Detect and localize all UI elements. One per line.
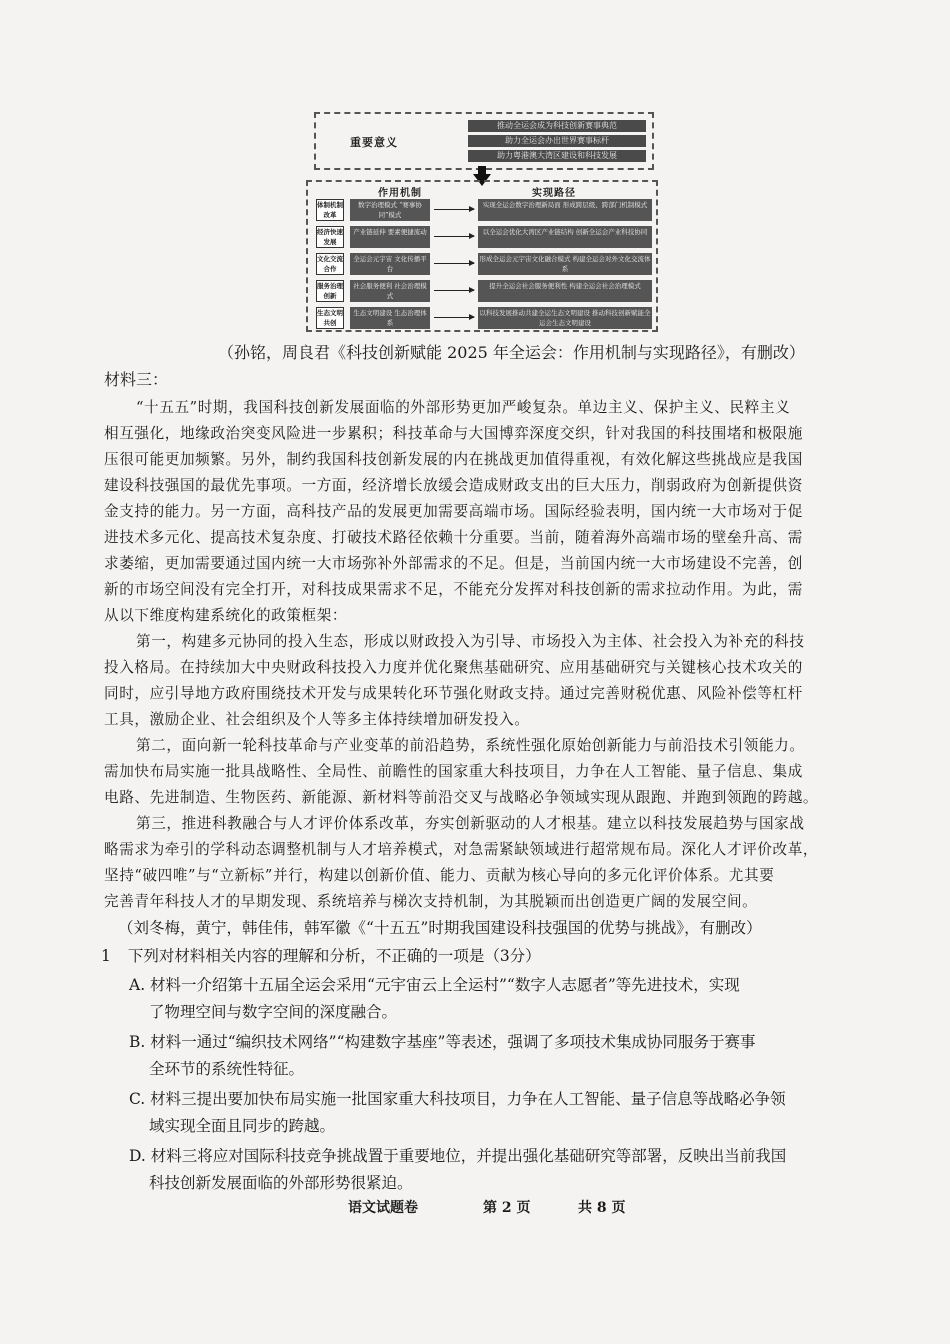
- paragraph-line: 相互强化，地缘政治突变风险进一步累积；科技革命与大国博弈深度交织，针对我国的科技围堵和极限施: [104, 425, 803, 442]
- option-d: D. 材料三将应对国际科技竞争挑战置于重要地位，并提出强化基础研究等部署，反映出当前我国: [129, 1147, 787, 1165]
- paragraph-line: 投入格局。在持续加大中央财政科技投入力度并优化聚焦基础研究、应用基础研究与关键核心技术攻关的: [104, 659, 803, 676]
- row-label: 生态文明共创: [317, 309, 343, 327]
- diagram-row: [316, 280, 652, 302]
- mechanism-box: [306, 180, 658, 332]
- right-arrow-icon: [434, 236, 474, 237]
- row-mechanism: 产业链延伸 要素便捷流动: [350, 226, 430, 248]
- option-a-cont: 了物理空间与数字空间的深度融合。: [149, 1003, 398, 1021]
- significance-item: 助力粤港澳大湾区建设和科技发展: [468, 150, 646, 162]
- option-b: B. 材料一通过“编织技术网络”“构建数字基座”等表述，强调了多项技术集成协同服务于赛事: [129, 1033, 756, 1051]
- paragraph-line: 求萎缩，更加需要通过国内统一大市场弥补外部需求的不足。但是，当前国内统一大市场建设不完善，创: [104, 555, 803, 572]
- row-mechanism: 全运会元宇宙 文化传播平台: [350, 253, 430, 275]
- option-d-cont: 科技创新发展面临的外部形势很紧迫。: [149, 1174, 413, 1192]
- paragraph-line: 同时，应引导地方政府围绕技术开发与成果转化环节强化财政支持。通过完善财税优惠、风险补偿等杠杆: [104, 685, 803, 702]
- paragraph-line: 压很可能更加频繁。另外，制约我国科技创新发展的内在挑战更加值得重视，有效化解这些挑战应是我国: [104, 451, 803, 468]
- diagram-row: [316, 199, 652, 221]
- row-path: 以全运会优化大湾区产业链结构 创新全运会产业科技协同: [478, 226, 652, 248]
- right-arrow-icon: [434, 290, 474, 291]
- option-c: C. 材料三提出要加快布局实施一批国家重大科技项目，力争在人工智能、量子信息等战略必争领: [129, 1090, 786, 1108]
- footer-page: 第 2 页: [483, 1200, 531, 1216]
- mechanism-diagram: [306, 112, 660, 334]
- paragraph-line: 需加快布局实施一批具战略性、全局性、前瞻性的国家重大科技项目，力争在人工智能、量子信息、集成: [104, 763, 803, 780]
- question-stem: [101, 944, 541, 966]
- paragraph-line: 电路、先进制造、生物医药、新能源、新材料等前沿交叉与战略必争领域实现从跟跑、并跑到领跑的跨越。: [104, 789, 819, 806]
- paragraph-line: 从以下维度构建系统化的政策框架：: [104, 607, 348, 624]
- paragraph-line: 金支持的能力。另一方面，高科技产品的发展更加需要高端市场。国际经验表明，国内统一大市场对于促: [104, 503, 803, 520]
- question-number: 1: [101, 947, 111, 965]
- paragraph-line: 工具，激励企业、社会组织及个人等多主体持续增加研发投入。: [104, 711, 530, 728]
- significance-item: 推动全运会成为科技创新赛事典范: [468, 120, 646, 132]
- row-mechanism: 数字治理模式 “赛事协同”模式: [350, 199, 430, 221]
- row-path: 实现全运会数字治理新局面 形成跨层级、跨部门机制模式: [478, 199, 652, 221]
- right-arrow-icon: [434, 209, 474, 210]
- option-b-cont: 全环节的系统性特征。: [149, 1060, 305, 1078]
- right-arrow-icon: [434, 263, 474, 264]
- significance-label: 重要意义: [350, 136, 398, 149]
- diagram-row: [316, 307, 652, 329]
- paragraph-line: “十五五”时期，我国科技创新发展面临的外部形势更加严峻复杂。单边主义、保护主义、民粹主义: [136, 399, 791, 416]
- paragraph-line: 第二，面向新一轮科技革命与产业变革的前沿趋势，系统性强化原始创新能力与前沿技术引领能力。: [136, 737, 805, 754]
- row-path: 以科技发展推动共建全运生态文明建设 推动科技创新赋能全运会生态文明建设: [479, 309, 651, 327]
- row-path: 形成全运会元宇宙文化融合模式 构建全运会对外文化交流体系: [479, 255, 651, 273]
- significance-box: [314, 112, 654, 170]
- paragraph-line: 完善青年科技人才的早期发现、系统培养与梯次支持机制，为其脱颖而出创造更广阔的发展空间。: [104, 893, 758, 910]
- row-mechanism: 生态文明建设 生态治理体系: [350, 307, 430, 329]
- paragraph-line: 第三，推进科教融合与人才评价体系改革，夯实创新驱动的人才根基。建立以科技发展趋势与国家战: [136, 815, 805, 832]
- diagram-caption: （孙铭，周良君《科技创新赋能 2025 年全运会：作用机制与实现路径》，有删改）: [218, 343, 805, 362]
- paragraph-line: 进技术多元化、提高技术复杂度、打破技术路径依赖十分重要。当前，随着海外高端市场的壁垒升高、需: [104, 529, 803, 546]
- paragraph-line: 略需求为牵引的学科动态调整机制与人才培养模式，对急需紧缺领域进行超常规布局。深化人才评价改革，: [104, 841, 819, 858]
- row-label: 服务治理创新: [317, 282, 343, 300]
- paragraph-line: 第一，构建多元协同的投入生态，形成以财政投入为引导、市场投入为主体、社会投入为补充的科技: [136, 633, 805, 650]
- footer-paper: 语文试题卷: [348, 1200, 418, 1216]
- option-a: A. 材料一介绍第十五届全运会采用“元宇宙云上全运村”“数字人志愿者”等先进技术，实现: [129, 976, 740, 994]
- diagram-row: [316, 253, 652, 275]
- material-heading: 材料三：: [104, 370, 169, 389]
- row-label: 经济快速发展: [317, 228, 343, 246]
- row-path: 提升全运会社会服务便利性 构建全运会社会治理模式: [478, 280, 652, 302]
- path-header: 实现路径: [532, 188, 576, 199]
- material-source: （刘冬梅，黄宁，韩佳伟，韩军徽《“十五五”时期我国建设科技强国的优势与挑战》，有删改）: [118, 919, 762, 937]
- row-label: 文化交流合作: [317, 255, 343, 273]
- row-mechanism: 社会服务便利 社会治理模式: [350, 280, 430, 302]
- mechanism-header: 作用机制: [378, 188, 422, 199]
- option-c-cont: 域实现全面且同步的跨越。: [149, 1117, 336, 1135]
- paragraph-line: 建设科技强国的最优先事项。一方面，经济增长放缓会造成财政支出的巨大压力，削弱政府为创新提供资: [104, 477, 803, 494]
- footer-total: 共 8 页: [578, 1200, 626, 1216]
- right-arrow-icon: [434, 317, 474, 318]
- question-text: 下列对材料相关内容的理解和分析，不正确的一项是（3分）: [127, 947, 541, 965]
- significance-item: 助力全运会办出世界赛事标杆: [468, 135, 646, 147]
- paragraph-line: 新的市场空间没有完全打开，对科技成果需求不足，不能充分发挥对科技创新的需求拉动作用。为此，需: [104, 581, 803, 598]
- diagram-row: [316, 226, 652, 248]
- row-label: 体制机制改革: [317, 201, 343, 219]
- paragraph-line: 坚持“破四唯”与“立新标”并行，构建以创新价值、能力、贡献为核心导向的多元化评价体系。尤其要: [104, 867, 775, 884]
